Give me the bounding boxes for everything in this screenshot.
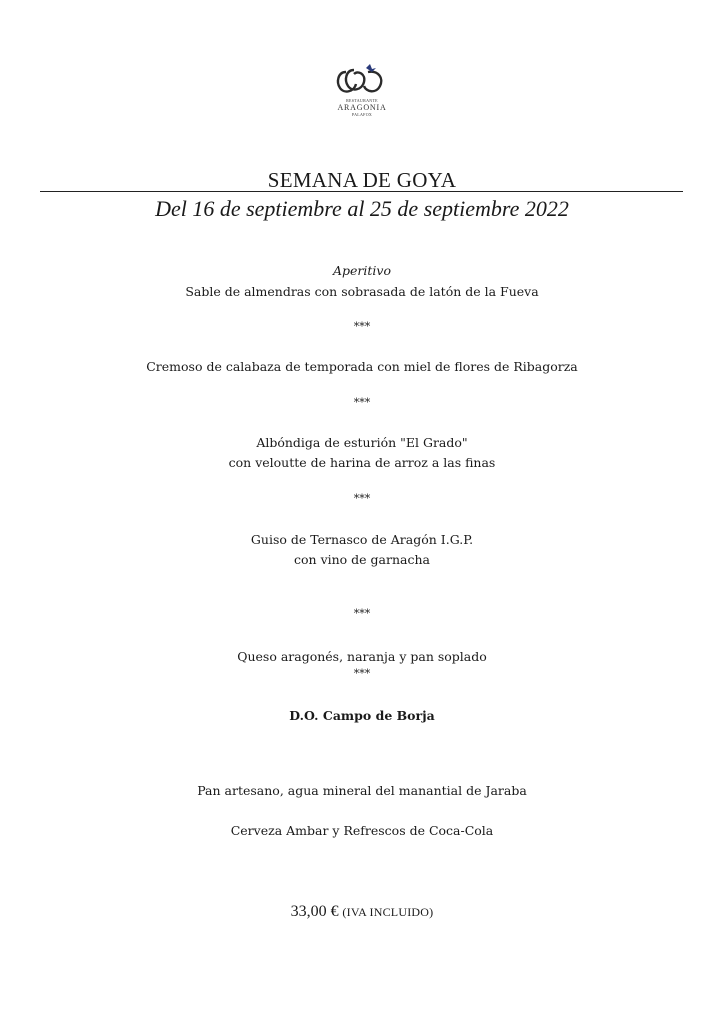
title-divider bbox=[40, 191, 683, 192]
wine-denomination: D.O. Campo de Borja bbox=[289, 708, 435, 723]
separator: *** bbox=[353, 492, 371, 505]
course-2-line-1: Albóndiga de esturión "El Grado" bbox=[256, 435, 468, 450]
logo-sub: PALAFOX bbox=[351, 112, 373, 117]
separator: *** bbox=[353, 607, 371, 620]
price-tax-note: (IVA INCLUIDO) bbox=[342, 905, 434, 919]
menu-title: SEMANA DE GOYA bbox=[267, 168, 457, 192]
course-1: Cremoso de calabaza de temporada con miel de flores de Ribagorza bbox=[146, 359, 578, 374]
separator: *** bbox=[353, 320, 371, 333]
course-2-line-2: con veloutte de harina de arroz a las finas bbox=[228, 455, 496, 470]
separator: *** bbox=[353, 667, 371, 680]
logo-tagline: RESTAURANTE bbox=[346, 98, 378, 103]
logo-name: ARAGONIA bbox=[337, 103, 387, 112]
restaurant-logo bbox=[322, 62, 402, 124]
price-amount: 33,00 € bbox=[290, 903, 339, 920]
aperitivo-dish: Sable de almendras con sobrasada de latón de la Fueva bbox=[185, 284, 539, 299]
logo-rings-icon bbox=[332, 62, 392, 98]
separator: *** bbox=[353, 396, 371, 409]
dessert: Queso aragonés, naranja y pan soplado bbox=[237, 649, 487, 664]
menu-price bbox=[0, 903, 724, 921]
bread-and-water: Pan artesano, agua mineral del manantial de Jaraba bbox=[197, 783, 527, 798]
menu-dates: Del 16 de septiembre al 25 de septiembre 2022 bbox=[155, 196, 569, 221]
drinks: Cerveza Ambar y Refrescos de Coca-Cola bbox=[230, 823, 494, 838]
course-3-line-1: Guiso de Ternasco de Aragón I.G.P. bbox=[250, 532, 474, 547]
aperitivo-label: Aperitivo bbox=[332, 263, 391, 278]
course-3-line-2: con vino de garnacha bbox=[294, 552, 430, 567]
